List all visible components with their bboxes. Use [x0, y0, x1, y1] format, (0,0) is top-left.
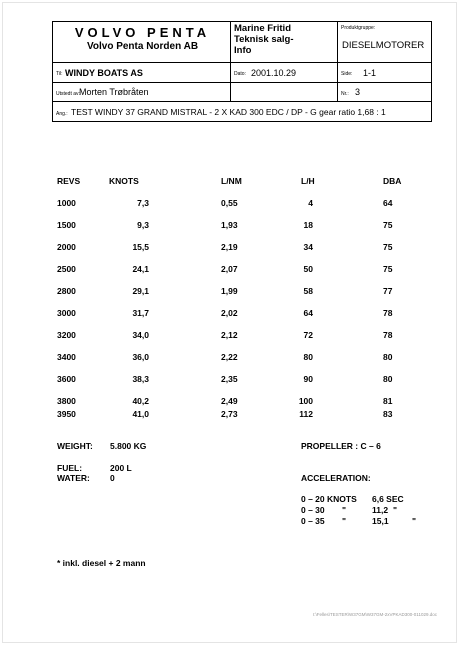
cell-dba: 75 [383, 242, 393, 252]
footnote: * inkl. diesel + 2 mann [57, 558, 146, 568]
cell-lh: 50 [303, 264, 313, 274]
table-row [57, 242, 417, 254]
cell-revs: 3000 [57, 308, 76, 318]
table-row [57, 409, 417, 421]
page-value: 1-1 [363, 68, 377, 78]
accel-3-range: 0 – 35 [301, 516, 325, 526]
cell-knots: 40,2 [132, 396, 149, 406]
accel-1-range: 0 – 20 KNOTS [301, 494, 357, 504]
col-header-lnm: L/NM [221, 176, 242, 186]
table-row [57, 198, 417, 210]
cell-dba: 80 [383, 374, 393, 384]
cell-lnm: 2,02 [221, 308, 238, 318]
propeller: PROPELLER : C – 6 [301, 441, 381, 451]
table-row [57, 374, 417, 386]
to-cell [52, 62, 231, 83]
cell-knots: 34,0 [132, 330, 149, 340]
table-row [57, 352, 417, 364]
accel-3-ditto: " [342, 516, 347, 526]
to-label: Til: [56, 71, 63, 77]
water-value: 0 [110, 473, 115, 483]
cell-lnm: 2,22 [221, 352, 238, 362]
cell-lnm: 2,12 [221, 330, 238, 340]
cell-knots: 9,3 [137, 220, 149, 230]
issued-cell [52, 82, 231, 102]
subject-label: Ang.: [56, 111, 68, 117]
cell-lh: 72 [303, 330, 313, 340]
brand-subtitle: Volvo Penta Norden AB [86, 41, 199, 52]
cell-dba: 78 [383, 308, 393, 318]
cell-dba: 78 [383, 330, 393, 340]
page-cell [337, 62, 432, 83]
cell-dba: 80 [383, 352, 393, 362]
cell-dba: 83 [383, 409, 393, 419]
cell-revs: 1000 [57, 198, 76, 208]
cell-knots: 36,0 [132, 352, 149, 362]
col-header-knots: KNOTS [109, 176, 139, 186]
issued-label: Utstedt av: [56, 91, 80, 97]
cell-lh: 112 [299, 409, 313, 419]
cell-knots: 7,3 [137, 198, 149, 208]
weight-value: 5.800 KG [110, 441, 147, 451]
cell-lh: 34 [303, 242, 313, 252]
cell-dba: 75 [383, 264, 393, 274]
cell-dba: 64 [383, 198, 393, 208]
water-label: WATER: [57, 473, 90, 483]
product-group-label: Produktgruppe: [341, 25, 376, 31]
cell-lh: 80 [303, 352, 313, 362]
cell-revs: 1500 [57, 220, 76, 230]
table-row [57, 264, 417, 276]
table-row [57, 308, 417, 320]
empty-cell [230, 82, 338, 102]
cell-lh: 4 [308, 198, 313, 208]
date-value: 2001.10.29 [251, 68, 297, 78]
cell-lnm: 2,35 [221, 374, 238, 384]
accel-2-ditto2: " [393, 505, 398, 515]
cell-lh: 90 [303, 374, 313, 384]
subject-cell [52, 101, 432, 122]
accel-3-ditto2: " [412, 516, 417, 526]
cell-revs: 2500 [57, 264, 76, 274]
cell-lnm: 1,93 [221, 220, 238, 230]
cell-knots: 15,5 [132, 242, 149, 252]
cell-knots: 41,0 [132, 409, 149, 419]
cell-lh: 100 [298, 396, 313, 406]
cell-lh: 58 [303, 286, 313, 296]
cell-knots: 31,7 [132, 308, 149, 318]
date-cell [230, 62, 338, 83]
cell-revs: 2000 [57, 242, 76, 252]
cell-revs: 3400 [57, 352, 76, 362]
fuel-value: 200 L [110, 463, 132, 473]
fuel-label: FUEL: [57, 463, 83, 473]
cell-revs: 3950 [57, 409, 76, 419]
cell-lnm: 1,99 [221, 286, 238, 296]
cell-lh: 64 [303, 308, 313, 318]
acceleration-label: ACCELERATION: [301, 473, 371, 483]
cell-dba: 81 [383, 396, 393, 406]
cell-knots: 38,3 [132, 374, 149, 384]
col-header-dba: DBA [383, 176, 402, 186]
cell-lnm: 2,19 [221, 242, 238, 252]
cell-lnm: 0,55 [221, 198, 238, 208]
table-header-row [57, 176, 417, 188]
cell-lnm: 2,07 [221, 264, 238, 274]
cell-lnm: 2,73 [221, 409, 238, 419]
product-group-value: DIESELMOTORER [342, 40, 425, 51]
nr-label: Nr.: [341, 91, 349, 97]
doc-type-cell [230, 21, 338, 63]
cell-lnm: 2,49 [221, 396, 238, 406]
to-value: WINDY BOATS AS [65, 68, 143, 78]
file-path: I:\Felles\TESTER\W37GM\W37GM-2xVPKAD300-011029.doc [313, 612, 437, 617]
cell-revs: 2800 [57, 286, 76, 296]
date-label: Dato: [234, 71, 246, 77]
accel-2-range: 0 – 30 [301, 505, 325, 515]
table-row [57, 330, 417, 342]
product-group-cell [337, 21, 432, 63]
accel-2-ditto: " [342, 505, 347, 515]
subject-value: TEST WINDY 37 GRAND MISTRAL - 2 X KAD 300 EDC / DP - G gear ratio 1,68 : 1 [71, 107, 386, 117]
cell-revs: 3600 [57, 374, 76, 384]
table-row [57, 286, 417, 298]
issued-value: Morten Trøbråten [79, 87, 149, 97]
table-row [57, 396, 417, 408]
doc-type: Marine Fritid Teknisk salg- Info [234, 23, 294, 56]
page-label: Side: [341, 71, 353, 77]
cell-dba: 77 [383, 286, 393, 296]
cell-lh: 18 [303, 220, 313, 230]
cell-revs: 3800 [57, 396, 76, 406]
accel-1-value: 6,6 SEC [372, 494, 404, 504]
col-header-revs: REVS [57, 176, 81, 186]
brand-name: VOLVO PENTA [74, 25, 211, 40]
cell-knots: 24,1 [132, 264, 149, 274]
brand-cell [52, 21, 231, 63]
weight-label: WEIGHT: [57, 441, 93, 451]
cell-knots: 29,1 [132, 286, 149, 296]
col-header-lh: L/H [301, 176, 315, 186]
table-row [57, 220, 417, 232]
nr-value: 3 [355, 87, 361, 97]
accel-2-value: 11,2 [372, 505, 389, 515]
cell-dba: 75 [383, 220, 393, 230]
accel-3-value: 15,1 [372, 516, 389, 526]
nr-cell [337, 82, 432, 102]
cell-revs: 3200 [57, 330, 76, 340]
